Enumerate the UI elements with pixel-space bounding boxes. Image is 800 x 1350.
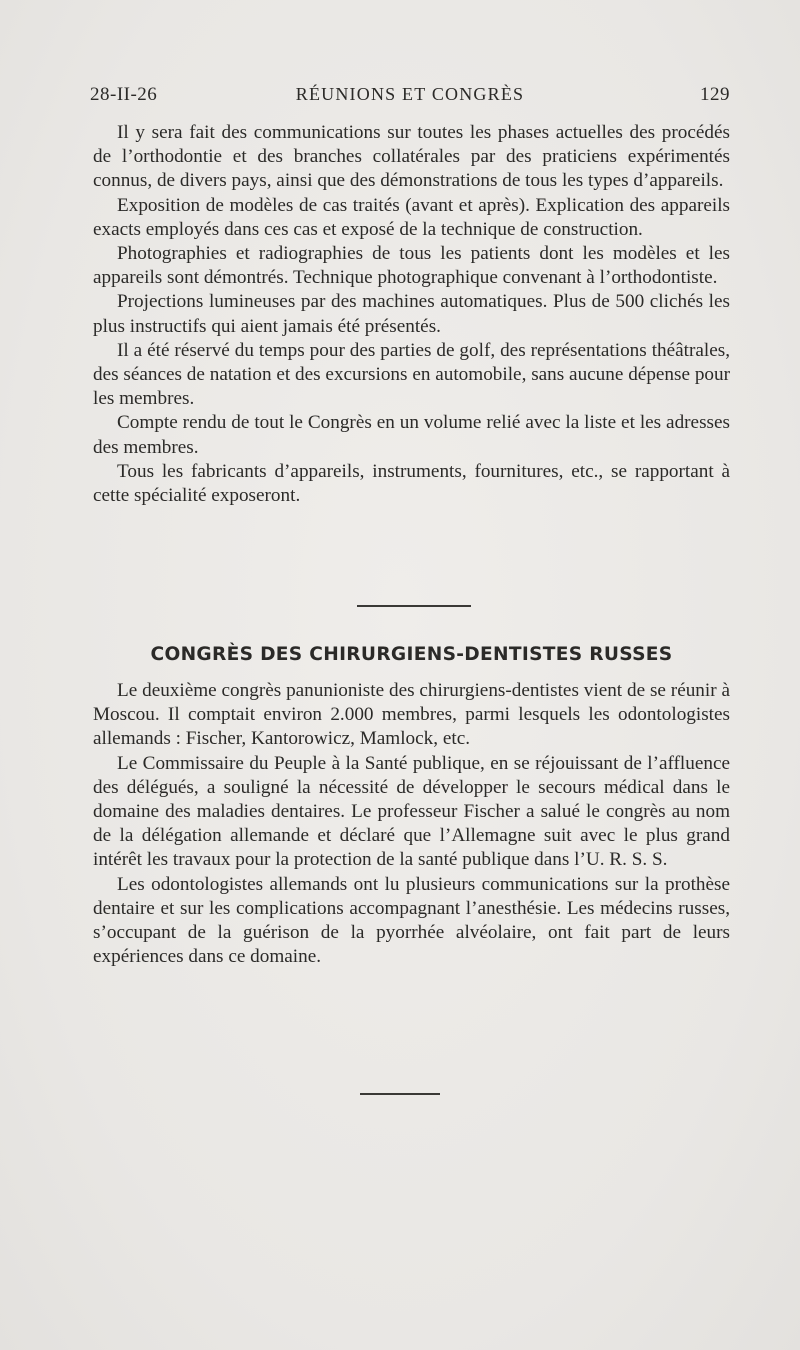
- page-number: 129: [700, 84, 730, 105]
- paragraph: Projections lumineuses par des machines automatiques. Plus de 500 clichés les plus instructifs qui aient jamais été présentés.: [93, 291, 730, 337]
- section-heading: CONGRÈS DES CHIRURGIENS-DENTISTES RUSSES: [150, 644, 673, 665]
- section-orthodontie-congress: [93, 121, 730, 508]
- end-divider: [360, 1093, 440, 1095]
- paragraph: Il a été réservé du temps pour des parties de golf, des représentations théâtrales, des séances de natation et des excursions en automobile, sans aucune dépense pour les membres.: [93, 339, 730, 410]
- header-date: 28-II-26: [90, 84, 158, 105]
- paragraph: Le deuxième congrès panunioniste des chirurgiens-dentistes vient de se réunir à Moscou. Il comptait environ 2.000 membres, parmi lesquels les odontologistes allemands : Fischer, Kantorowicz, Mamlock, etc.: [93, 680, 730, 750]
- paragraph: Compte rendu de tout le Congrès en un volume relié avec la liste et les adresses des membres.: [93, 412, 730, 458]
- section-divider: [357, 605, 471, 607]
- paragraph: Tous les fabricants d’appareils, instruments, fournitures, etc., se rapportant à cette spécialité exposeront.: [93, 460, 730, 507]
- section-russian-dentists-congress: [93, 679, 730, 969]
- paragraph: Il y sera fait des communications sur toutes les phases actuelles des procédés de l’orthodontie et des branches collatérales par des praticiens expérimentés connus, de divers pays, ainsi que des démonstrations de tous les types d’appareils.: [93, 122, 730, 192]
- paragraph: Les odontologistes allemands ont lu plusieurs communications sur la prothèse dentaire et sur les complications accompagnant l’anesthésie. Les médecins russes, s’occupant de la guérison de la pyorrhée alvéolaire, ont fait part de leurs expériences dans ce domaine.: [93, 873, 730, 968]
- paragraph: Le Commissaire du Peuple à la Santé publique, en se réjouissant de l’affluence des délégués, a souligné la nécessité de développer le secours médical dans le domaine des maladies dentaires. Le professeur Fischer a salué le congrès au nom de la délégation allemande et déclaré que l’Allemagne suit avec le plus grand intérêt les travaux pour la protection de la santé publique dans l’U. R. S. S.: [93, 752, 730, 871]
- paragraph: Exposition de modèles de cas traités (avant et après). Explication des appareils exacts employés dans ces cas et exposé de la technique de construction.: [93, 194, 730, 240]
- header-title: RÉUNIONS ET CONGRÈS: [295, 84, 525, 104]
- paragraph: Photographies et radiographies de tous les patients dont les modèles et les appareils sont démontrés. Technique photographique convenant à l’orthodontiste.: [93, 243, 730, 289]
- running-header: [90, 84, 730, 110]
